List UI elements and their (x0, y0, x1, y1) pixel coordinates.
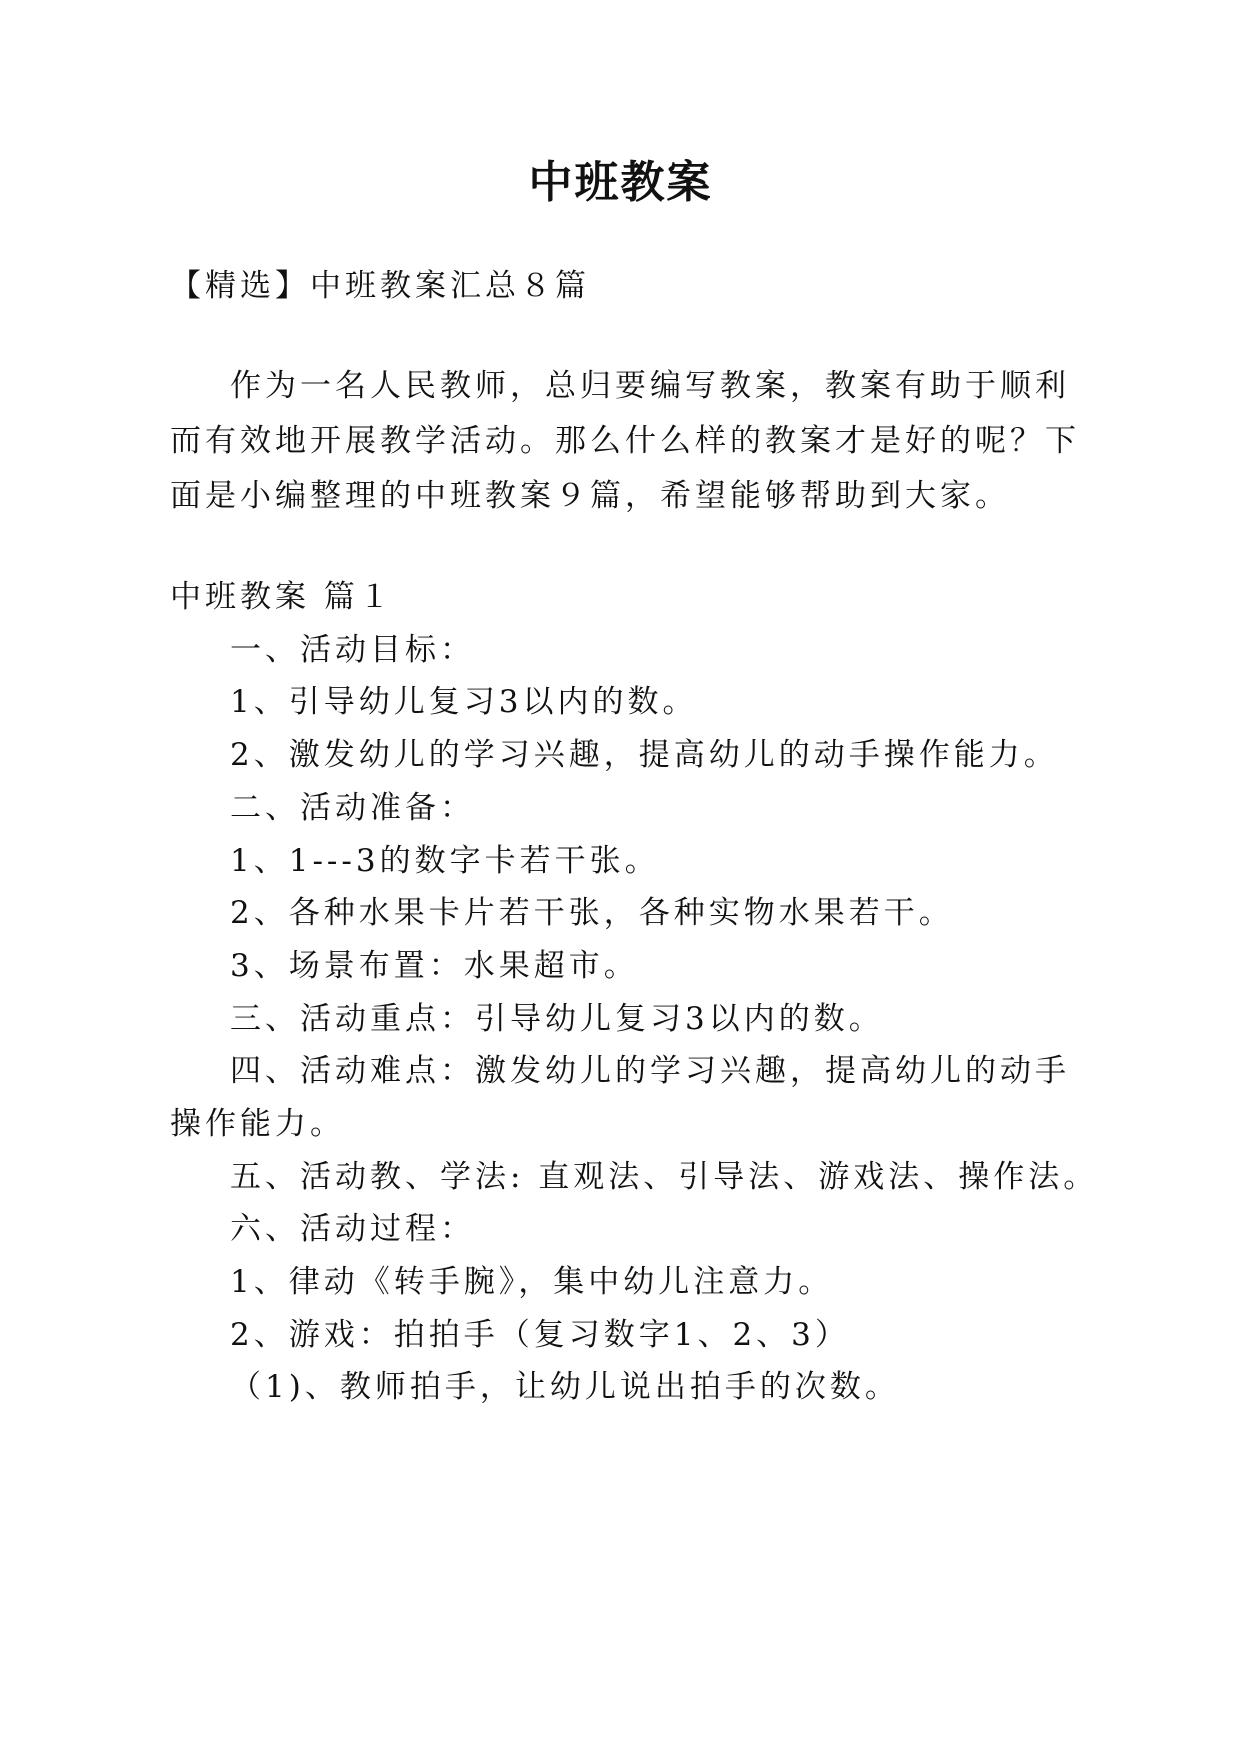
intro-line-1: 作为一名人民教师，总归要编写教案，教案有助于顺利 (230, 368, 1070, 404)
body-line: 六、活动过程： (230, 1211, 475, 1247)
body-line: 五、活动教、学法: 直观法、引导法、游戏法、操作法。 (230, 1159, 1099, 1195)
body-line: 3、场景布置：水果超市。 (230, 948, 639, 984)
body-line: 二、活动准备： (230, 790, 475, 826)
section-heading: 中班教案 篇１ (170, 579, 394, 615)
body-line: 1、引导幼儿复习3以内的数。 (230, 684, 698, 720)
body-line: 2、激发幼儿的学习兴趣，提高幼儿的动手操作能力。 (230, 737, 1059, 773)
body-line: 1、律动《转手腕》，集中幼儿注意力。 (230, 1264, 834, 1300)
body-line: 三、活动重点：引导幼儿复习3以内的数。 (230, 1001, 884, 1037)
intro-line-3: 面是小编整理的中班教案９篇，希望能够帮助到大家。 (170, 478, 1010, 514)
body-line: 1、1---3的数字卡若干张。 (230, 843, 660, 879)
body-line: 四、活动难点：激发幼儿的学习兴趣，提高幼儿的动手 (230, 1053, 1070, 1089)
body-line: 操作能力。 (170, 1106, 345, 1142)
document-subtitle: 【精选】中班教案汇总８篇 (170, 268, 590, 304)
body-line: 2、各种水果卡片若干张，各种实物水果若干。 (230, 895, 954, 931)
intro-line-2: 而有效地开展教学活动。那么什么样的教案才是好的呢？下 (170, 423, 1080, 459)
document-title: 中班教案 (528, 157, 713, 208)
body-line: 2、游戏：拍拍手（复习数字1、2、3） (230, 1317, 850, 1353)
body-line: （1)、教师拍手，让幼儿说出拍手的次数。 (230, 1369, 900, 1405)
body-line: 一、活动目标： (230, 632, 475, 668)
